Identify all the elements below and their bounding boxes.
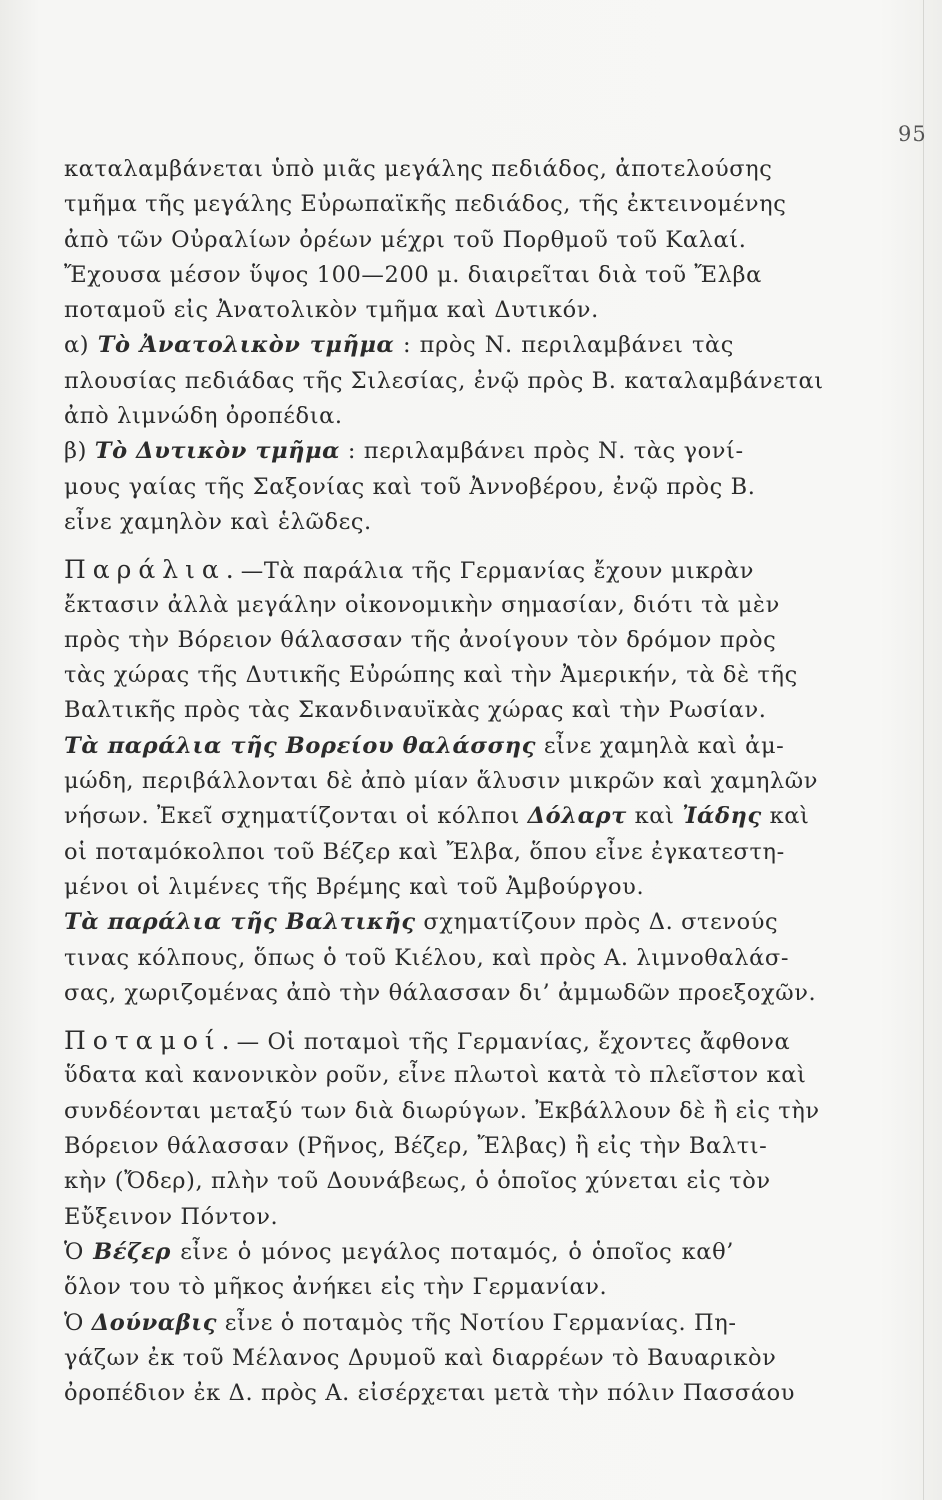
text-run: ἀπὸ λιμνώδη ὀροπέδια. bbox=[64, 403, 343, 430]
text-run: εἶνε χαμηλὰ καὶ ἀμ- bbox=[536, 732, 785, 759]
text-run: καὶ bbox=[626, 803, 683, 830]
text-line bbox=[64, 1235, 734, 1270]
paragraph-gap bbox=[64, 1011, 734, 1023]
text-run: β) bbox=[64, 438, 95, 465]
text-run: οἱ ποταμόκολποι τοῦ Βέζερ καὶ Ἔλβα, ὅπου εἶνε ἐγκατεστη- bbox=[64, 838, 785, 865]
text-line bbox=[64, 552, 755, 587]
text-run: Ὁ bbox=[64, 1238, 94, 1265]
text-run: α) bbox=[64, 332, 98, 359]
text-line bbox=[64, 693, 767, 728]
text-run: τὰς χώρας τῆς Δυτικῆς Εὐρώπης καὶ τὴν Ἀμερικήν, τὰ δὲ τῆς bbox=[64, 662, 798, 689]
emphasis-term: Δόλαρτ bbox=[527, 803, 627, 830]
text-line bbox=[64, 835, 785, 870]
text-run: τινας κόλπους, ὅπως ὁ τοῦ Κιέλου, καὶ πρὸς Α. λιμνοθαλάσ- bbox=[64, 944, 790, 971]
emphasis-term: Τὸ Ἀνατολικὸν τμῆμα bbox=[97, 332, 395, 359]
text-line bbox=[64, 470, 756, 505]
text-line bbox=[64, 505, 734, 540]
body-text bbox=[64, 152, 824, 1411]
text-run: Βαλτικῆς πρὸς τὰς Σκανδιναυϊκὰς χώρας καὶ τὴν Ρωσίαν. bbox=[64, 697, 767, 724]
emphasis-term: Τὸ Δυτικὸν τμῆμα bbox=[94, 438, 341, 465]
text-run: σχηματίζουν πρὸς Δ. στενούς bbox=[415, 909, 779, 936]
emphasis-term: Βέζερ bbox=[93, 1238, 171, 1265]
text-run: : πρὸς Ν. περιλαμβάνει τὰς bbox=[394, 332, 734, 359]
text-run: κὴν (Ὄδερ), πλὴν τοῦ Δουνάβεως, ὁ ὁποῖος χύνεται εἰς τὸν bbox=[64, 1168, 771, 1195]
text-run: εἶνε ὁ μόνος μεγάλος ποταμός, ὁ ὁποῖος καθ’ bbox=[170, 1238, 734, 1265]
section-heading: Παράλια. bbox=[64, 555, 241, 585]
text-line bbox=[64, 905, 779, 940]
text-line bbox=[64, 1270, 734, 1305]
text-line bbox=[64, 1058, 807, 1093]
text-line bbox=[64, 658, 798, 693]
text-line bbox=[64, 941, 790, 976]
text-run: καὶ bbox=[761, 803, 810, 830]
text-run: νήσων. Ἐκεῖ σχηματίζονται οἱ κόλποι bbox=[64, 803, 528, 830]
text-run: συνδέονται μεταξύ των διὰ διωρύγων. Ἐκβάλλουν δὲ ἢ εἰς τὴν bbox=[64, 1097, 820, 1124]
text-run: γάζων ἐκ τοῦ Μέλανος Δρυμοῦ καὶ διαρρέων τὸ Βαυαρικὸν bbox=[64, 1344, 777, 1371]
text-line bbox=[64, 258, 762, 293]
text-line bbox=[64, 1129, 768, 1164]
text-line bbox=[64, 1164, 771, 1199]
text-line bbox=[64, 1023, 791, 1058]
text-line bbox=[64, 328, 734, 363]
text-line bbox=[64, 976, 817, 1011]
emphasis-term: Τὰ παράλια τῆς Βαλτικῆς bbox=[64, 909, 416, 936]
text-line bbox=[64, 1094, 820, 1129]
text-run: μους γαίας τῆς Σαξονίας καὶ τοῦ Ἀννοβέρου, ἐνῷ πρὸς Β. bbox=[64, 473, 756, 500]
text-run: ὕδατα καὶ κανονικὸν ροῦν, εἶνε πλωτοὶ κατὰ τὸ πλεῖστον καὶ bbox=[64, 1062, 807, 1089]
text-line bbox=[64, 764, 818, 799]
text-line bbox=[64, 729, 785, 764]
text-run: μένοι οἱ λιμένες τῆς Βρέμης καὶ τοῦ Ἀμβούργου. bbox=[64, 873, 645, 900]
text-line bbox=[64, 623, 777, 658]
section-heading: Ποταμοί. bbox=[64, 1026, 237, 1056]
text-line bbox=[64, 799, 810, 834]
text-line bbox=[64, 152, 773, 187]
text-run: ἔκτασιν ἀλλὰ μεγάλην οἰκονομικὴν σημασίαν, διότι τὰ μὲν bbox=[64, 591, 780, 618]
text-line bbox=[64, 434, 744, 469]
text-run: καταλαμβάνεται ὑπὸ μιᾶς μεγάλης πεδιάδος, ἀποτελούσης bbox=[64, 156, 773, 182]
text-run: εἶνε χαμηλὸν καὶ ἑλῶδες. bbox=[64, 508, 372, 535]
text-run: σας, χωριζομένας ἀπὸ τὴν θάλασσαν δι’ ἀμμωδῶν προεξοχῶν. bbox=[64, 979, 817, 1006]
text-run: ὀροπέδιον ἐκ Δ. πρὸς Α. εἰσέρχεται μετὰ τὴν πόλιν Πασσάου bbox=[64, 1380, 796, 1407]
text-run: Ὁ bbox=[64, 1309, 92, 1336]
text-run: Εὔξεινον Πόντον. bbox=[64, 1203, 279, 1230]
text-run: ὅλον του τὸ μῆκος ἀνήκει εἰς τὴν Γερμανίαν. bbox=[64, 1274, 608, 1301]
paragraph-gap bbox=[64, 540, 734, 552]
text-run: μώδη, περιβάλλονται δὲ ἀπὸ μίαν ἅλυσιν μικρῶν καὶ χαμηλῶν bbox=[64, 768, 818, 795]
text-run: τμῆμα τῆς μεγάλης Εὐρωπαϊκῆς πεδιάδος, τῆς ἐκτεινομένης bbox=[64, 191, 787, 218]
text-line bbox=[64, 1200, 734, 1235]
page-edge bbox=[923, 0, 924, 1500]
text-run: πλουσίας πεδιάδας τῆς Σιλεσίας, ἐνῷ πρὸς Β. καταλαμβάνεται bbox=[64, 367, 824, 394]
text-line bbox=[64, 1341, 777, 1376]
text-run: — Οἱ ποταμοὶ τῆς Γερμανίας, ἔχοντες ἄφθονα bbox=[236, 1029, 791, 1056]
text-line bbox=[64, 187, 787, 222]
emphasis-term: Τὰ παράλια τῆς Βορείου θαλάσσης bbox=[64, 732, 537, 759]
text-line bbox=[64, 293, 734, 328]
text-run: ποταμοῦ εἰς Ἀνατολικὸν τμῆμα καὶ Δυτικόν. bbox=[64, 297, 599, 324]
text-line bbox=[64, 588, 780, 623]
text-line bbox=[64, 870, 734, 905]
emphasis-term: Ἰάδης bbox=[682, 803, 762, 830]
text-line bbox=[64, 1306, 737, 1341]
text-run: Βόρειον θάλασσαν (Ρῆνος, Βέζερ, Ἔλβας) ἢ εἰς τὴν Βαλτι- bbox=[64, 1133, 768, 1160]
text-run: ἀπὸ τῶν Οὐραλίων ὀρέων μέχρι τοῦ Πορθμοῦ τοῦ Καλαί. bbox=[64, 226, 747, 253]
text-run: : περιλαμβάνει πρὸς Ν. τὰς γονί- bbox=[340, 438, 744, 465]
text-run: Ἔχουσα μέσον ὕψος 100—200 μ. διαιρεῖται διὰ τοῦ Ἔλβα bbox=[64, 261, 762, 288]
text-run: —Τὰ παράλια τῆς Γερμανίας ἔχουν μικρὰν bbox=[240, 558, 755, 585]
page-number: 95 bbox=[898, 122, 927, 146]
emphasis-term: Δούναβις bbox=[91, 1309, 218, 1336]
text-line bbox=[64, 364, 824, 399]
text-run: πρὸς τὴν Βόρειον θάλασσαν τῆς ἀνοίγουν τὸν δρόμον πρὸς bbox=[64, 626, 777, 653]
text-line bbox=[64, 223, 747, 258]
text-line bbox=[64, 399, 734, 434]
text-line bbox=[64, 1376, 796, 1411]
text-run: εἶνε ὁ ποταμὸς τῆς Νοτίου Γερμανίας. Πη- bbox=[217, 1309, 737, 1336]
